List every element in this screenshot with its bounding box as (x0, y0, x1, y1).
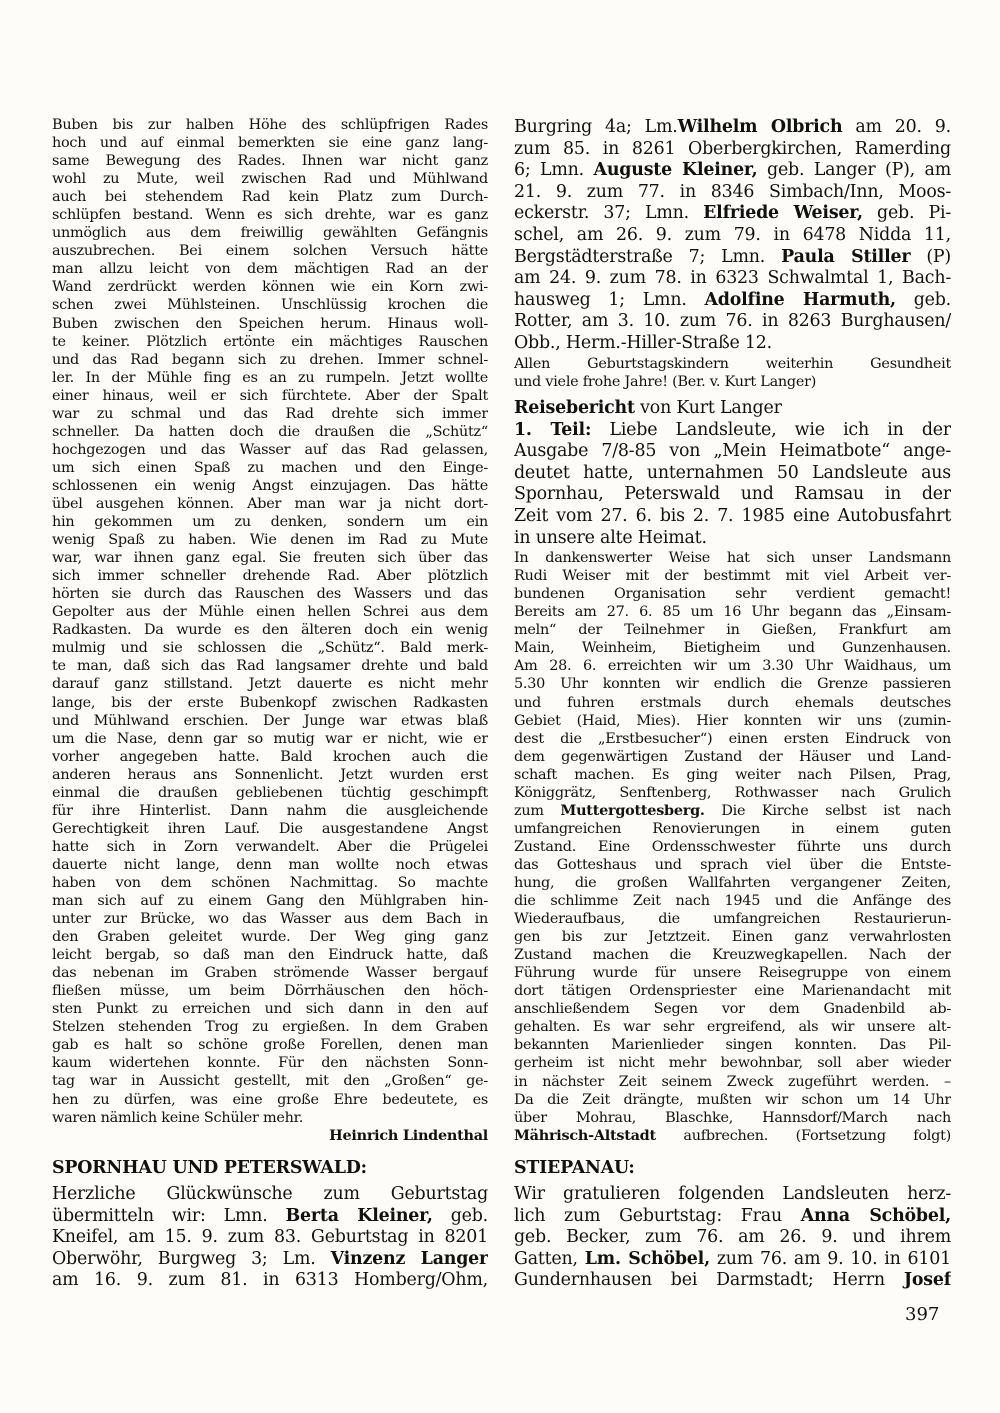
text-line: hörten sie durch das Rauschen des Wassers und das (52, 586, 488, 603)
text-line: dest die „Erstbesucher“) einen ersten Eindruck von (514, 730, 951, 747)
text-line: Führung wurde für unsere Reisegruppe von einem (514, 965, 951, 982)
report-body (514, 549, 951, 802)
text-line: Obb., Herm.-Hiller-Straße 12. (514, 332, 772, 353)
text-line: und Mühlwand erschien. Der Junge war etwas blaß (52, 712, 488, 729)
text-line: auch bei stehendem Rad kein Platz zum Durch- (52, 189, 488, 206)
text-line: schneller. Da hatten doch die draußen die „Schütz“ (52, 423, 488, 440)
text-line: den Graben geleitet wurde. Der Weg ging ganz (52, 929, 488, 946)
text-line: über Mohrau, Blaschke, Hannsdorf/March nach (514, 1109, 951, 1126)
text-line: sich immer schneller drehende Rad. Aber plötzlich (52, 568, 488, 585)
text-line: gerheim ist nicht mehr bewohnbar, soll aber wieder (514, 1055, 951, 1072)
text-line: bekannten Marienlieder singen konnten. Das Pil- (514, 1037, 951, 1054)
text-line: schel, am 26. 9. zum 79. in 6478 Nidda 11, (514, 224, 951, 245)
text-line: auszubrechen. Bei einem solchen Versuch hätte (52, 243, 488, 260)
text-line: Stelzen stehenden Trog zu ergießen. In dem Graben (52, 1019, 488, 1036)
text-line: Wir gratulieren folgenden Landsleuten herz- (514, 1184, 951, 1204)
text-line: bundenen Organisation sehr verdient gemacht! (514, 586, 951, 603)
text-line: vorher angegeben hatte. Bald krochen auch die (52, 748, 488, 765)
text-line: hatte sich in Zorn verwandelt. Aber die Prügelei (52, 838, 488, 855)
text-line: waren nämlich keine Schüler mehr. (52, 1109, 304, 1126)
story-column (52, 116, 488, 1145)
article-title: Reisebericht von Kurt Langer (514, 398, 782, 418)
text-line: Bereits am 27. 6. 85 um 16 Uhr begann das „Einsam- (514, 604, 951, 621)
text-line: deutet hatte, unternahmen 50 Landsleute aus (514, 462, 951, 483)
text-line: anderen heraus ans Sonnenlicht. Jetzt wurden erst (52, 766, 488, 783)
text-line: Herzliche Glückwünsche zum Geburtstag (52, 1184, 488, 1204)
text-line: Gundernhausen bei Darmstadt; Herrn Josef (514, 1270, 951, 1291)
text-line: die schlimme Zeit nach 1945 und die Anfänge des (514, 893, 951, 910)
text-line: übermitteln wir: Lmn. Berta Kleiner, geb. (52, 1205, 488, 1226)
text-line: hoch und auf einmal bemerkten sie eine ganz lang- (52, 135, 488, 152)
text-line: Spornhau, Peterswald und Ramsau in der (514, 484, 951, 505)
text-line: am 24. 9. zum 78. in 6323 Schwalmtal 1, Bach- (514, 268, 951, 289)
text-line: Buben zwischen den Speichen herum. Hinaus woll- (52, 315, 488, 332)
text-line: ler. In der Mühle fing es an zu rumpeln. Jetzt wollte (52, 369, 488, 386)
text-line: te man, daß sich das Rad langsamer drehte und bald (52, 658, 488, 675)
text-line: Ausgabe 7/8-85 von „Mein Heimatbote“ ange- (514, 441, 951, 462)
text-line: anschließendem Segen vor dem Gnadenbild ab- (514, 1001, 951, 1018)
text-line: haben von dem schönen Nachmittag. So machte (52, 874, 488, 891)
text-line: Buben bis zur halben Höhe des schlüpfrigen Rades (52, 117, 488, 133)
text-line: darauf ganz stillstand. Jetzt dauerte es nicht mehr (52, 676, 488, 693)
text-line: gehalten. Es war sehr ergreifend, als wir unsere alt- (514, 1019, 951, 1036)
text-line: hochgezogen und das Wasser auf das Rad gelassen, (52, 441, 488, 458)
text-line: Gebiet (Haid, Mies). Hier konnten wir uns (zumin- (514, 712, 951, 729)
text-line: unter zur Brücke, wo das Wasser aus dem Bach in (52, 911, 488, 928)
text-line: für ihre Hinterlist. Dann nahm die ausgleichende (52, 802, 488, 819)
text-line: das Gotteshaus und sprach viel über die Entste- (514, 856, 951, 873)
text-line: In dankenswerter Weise hat sich unser Landsmann (514, 550, 951, 567)
text-line: einmal die draußen gebliebenen tüchtig geschimpft (52, 784, 488, 801)
text-line: und viele frohe Jahre! (Ber. v. Kurt Langer) (514, 373, 817, 390)
text-line: Main, Weinheim, Bietigheim und Gunzenhausen. (514, 640, 951, 657)
author-signature: Heinrich Lindenthal (329, 1126, 488, 1144)
text-line: eckerstr. 37; Lmn. Elfriede Weiser, geb. Pi- (514, 203, 951, 224)
text-line: war, war ihnen ganz egal. Sie freuten sich über das (52, 550, 488, 567)
text-line: zum 85. in 8261 Oberbergkirchen, Ramerding (514, 138, 951, 159)
text-line: gen bis zur Jetztzeit. Einen ganz verwahrlosten (514, 929, 951, 946)
text-line: Zustand machen die Kreuzwegkapellen. Nach der (514, 947, 951, 964)
birthday-section (514, 117, 951, 391)
text-line: same Bewegung des Rades. Ihnen war nicht ganz (52, 153, 488, 170)
text-line: Bergstädterstraße 7; Lmn. Paula Stiller (P) (514, 246, 951, 267)
text-line: hausweg 1; Lmn. Adolfine Harmuth, geb. (514, 289, 951, 310)
text-line: um sich einen Spaß zu machen und den Einge- (52, 459, 488, 476)
text-line: Gatten, Lm. Schöbel, zum 76. am 9. 10. in 6101 (514, 1248, 951, 1269)
text-line: Rudi Weiser mit der bestimmt mit viel Arbeit ver- (514, 568, 951, 585)
text-line: Rotter, am 3. 10. zum 76. in 8263 Burghausen/ (514, 311, 951, 332)
text-line: kaum widertehen konnte. Für den nächsten Sonn- (52, 1055, 488, 1072)
text-line: sten Punkt zu erreichen und sich dann in den auf (52, 1001, 488, 1018)
text-line: das nebenan im Graben strömende Wasser bergauf (52, 965, 488, 982)
text-line: lange, bis der erste Bubenkopf zwischen Radkasten (52, 694, 488, 711)
text-line: hung, die großen Wallfahrten vergangener Zeiten, (514, 875, 951, 891)
page-number: 397 (905, 1304, 940, 1325)
text-line: Am 28. 6. erreichten wir um 3.30 Uhr Waidhaus, um (514, 658, 951, 675)
report-body-continued (514, 820, 951, 1127)
text-line: man sich auf zu einem Gang den Mühlgraben hin- (52, 893, 488, 910)
text-line: dort tätigen Ordenspriester eine Marienandacht mit (514, 983, 951, 1000)
text-line: Da die Zeit drängte, mußten wir schon um 14 Uhr (514, 1091, 951, 1108)
text-line: zum Muttergottesberg. Die Kirche selbst ist nach (514, 801, 951, 819)
text-line: Gepolter aus der Mühle einen hellen Schrei aus dem (52, 604, 488, 621)
text-line: Radkasten. Da wurde es den älteren doch ein wenig (52, 622, 488, 639)
text-line: schlossenen ein wenig Angst einzujagen. Das hätte (52, 477, 488, 494)
section-heading: STIEPANAU: (514, 1158, 635, 1178)
text-line: Allen Geburtstagskindern weiterhin Gesundheit (514, 355, 951, 372)
text-line: Wand zerdrückt werden können wie ein Korn zwi- (52, 279, 488, 296)
text-line: war zu schmal und das Rad drehte sich immer (52, 405, 488, 422)
text-line: um die Nase, denn gar so mutig war er nicht, wie er (52, 730, 488, 747)
text-line: unmöglich aus dem freiwillig gewählten Gefängnis (52, 225, 488, 242)
text-line: 6; Lmn. Auguste Kleiner, geb. Langer (P), am (514, 160, 951, 181)
text-line: schaft machen. Es ging weiter nach Pilsen, Prag, (514, 766, 951, 783)
text-line: schen zwei Mühlsteinen. Unschlüssig krochen die (52, 297, 488, 314)
text-line: dauerte nicht lange, denn man wollte noch etwas (52, 856, 488, 873)
text-line: 21. 9. zum 77. in 8346 Simbach/Inn, Moos- (514, 181, 951, 202)
text-line: Kneifel, am 15. 9. zum 83. Geburtstag in 8201 (52, 1227, 488, 1248)
text-line: Oberwöhr, Burgweg 3; Lm. Vinzenz Langer (52, 1248, 488, 1269)
text-line: hen zu dürfen, was eine große Ehre bedeutete, es (52, 1091, 488, 1108)
text-line: te keiner. Plötzlich ertönte ein mächtiges Rauschen (52, 333, 488, 350)
text-line: fließen müsse, um beim Dörrhäuschen den höch- (52, 983, 488, 1000)
text-line: Burgring 4a; Lm.Wilhelm Olbrich am 20. 9. (514, 117, 951, 137)
text-line: Königgrätz, Senftenberg, Rothwasser nach Grulich (514, 784, 951, 801)
text-line: übel ausgehen können. Aber man war ja nicht dort- (52, 495, 488, 512)
text-line: tag war in Aussicht gestellt, mit den „Großen“ ge- (52, 1073, 488, 1090)
text-line: wohl zu Mute, weil zwischen Rad und Mühlwand (52, 171, 488, 188)
text-line: und das Rad begann sich zu drehen. Immer schnel- (52, 351, 488, 368)
text-line: geb. Becker, zum 76. am 26. 9. und ihrem (514, 1227, 951, 1248)
text-line: Mährisch-Altstadt aufbrechen. (Fortsetzung folgt) (514, 1126, 951, 1144)
text-line: Zeit vom 27. 6. bis 2. 7. 1985 eine Autobusfahrt (514, 505, 951, 526)
text-line: man allzu leicht von dem mächtigen Rad an der (52, 261, 488, 278)
text-line: schlüpfen bestand. Wenn es sich drehte, war es ganz (52, 207, 488, 224)
text-line: mulmig und sie schlossen die „Schütz“. Bald merk- (52, 640, 488, 657)
text-line: 5.30 Uhr konnten wir endlich die Grenze passieren (514, 676, 951, 693)
text-line: Gerechtigkeit ihren Lauf. Die ausgestandene Angst (52, 820, 488, 837)
spornhau-section (52, 1157, 488, 1292)
text-line: Wiederaufbaus, die umfangreichen Restaurierun- (514, 911, 951, 928)
section-heading: SPORNHAU UND PETERSWALD: (52, 1158, 367, 1178)
text-line: und fuhren erstmals durch ehemals deutsches (514, 694, 951, 711)
travel-report (514, 398, 951, 1145)
stiepanau-section (514, 1157, 951, 1292)
text-line: gab es halt so schöne große Forellen, denen man (52, 1037, 488, 1054)
text-line: am 16. 9. zum 81. in 6313 Homberg/Ohm, (52, 1270, 488, 1291)
text-line: umfangreichen Renovierungen in einem guten (514, 820, 951, 837)
text-line: lich zum Geburtstag: Frau Anna Schöbel, (514, 1205, 951, 1226)
text-line: Zustand. Eine Ordensschwester führte uns durch (514, 838, 951, 855)
text-line: einer hinaus, weil er sich fürchtete. Aber der Spalt (52, 387, 488, 404)
text-line: in nächster Zeit seinem Zweck zugeführt werden. – (514, 1073, 951, 1090)
text-line: hin gekommen um zu denken, sondern um ein (52, 514, 488, 531)
text-line: dem gegenwärtigen Zustand der Häuser und Land- (514, 748, 951, 765)
text-line: meln“ der Teilnehmer in Gießen, Frankfurt am (514, 622, 951, 639)
text-line: 1. Teil: Liebe Landsleute, wie ich in der (514, 419, 951, 440)
text-line: in unsere alte Heimat. (514, 527, 707, 548)
text-line: leicht bergab, so daß man den Eindruck hatte, daß (52, 947, 488, 964)
text-line: wenig Spaß zu haben. Wie denen im Rad zu Mute (52, 532, 488, 549)
